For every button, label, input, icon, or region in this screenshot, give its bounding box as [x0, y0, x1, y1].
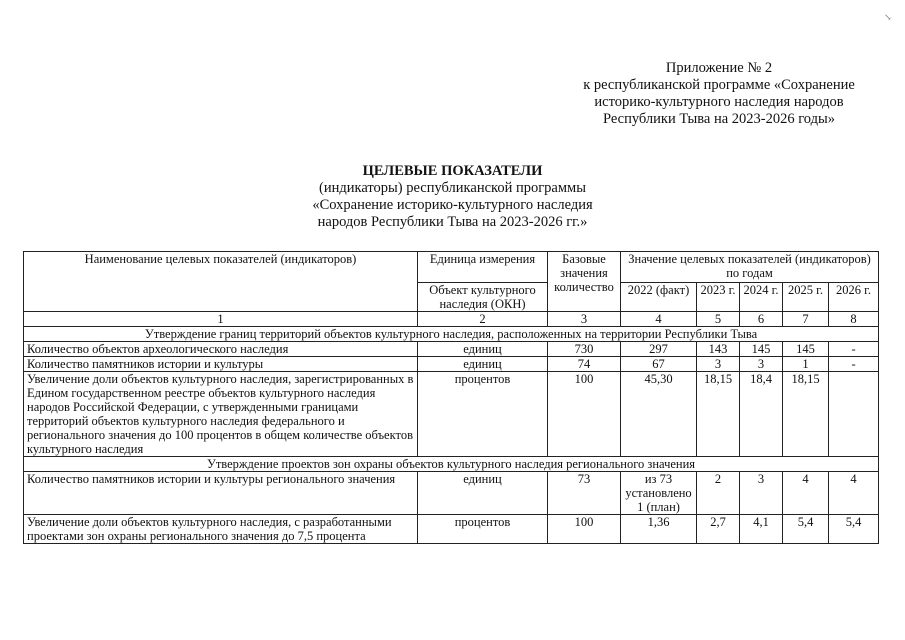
section-row: [24, 327, 879, 342]
unit-cell: процентов: [418, 515, 548, 544]
base-cell: 100: [548, 515, 621, 544]
value-2023: 143: [697, 342, 740, 357]
document-subtitle-line: (индикаторы) республиканской программы: [319, 180, 586, 196]
value-2024: 3: [740, 472, 783, 515]
unit-cell: единиц: [418, 357, 548, 372]
table-row: [24, 372, 879, 457]
value-2026: [829, 372, 879, 457]
base-cell: 74: [548, 357, 621, 372]
indicator-name: Увеличение доли объектов культурного наследия, зарегистрированных в Едином государственном реестре объектов культурного наследия народов Российской Федерации, с утвержденными границами территорий объектов культурного наследия федерального и регионального значения до 100 процентов в общем количестве объектов культурного наследия: [24, 372, 418, 457]
value-2025: 4: [783, 472, 829, 515]
table-row: [24, 515, 879, 544]
appendix-line: историко-культурного наследия народов: [594, 94, 844, 110]
value-2023: 3: [697, 357, 740, 372]
header-base-label: Базовые значения: [560, 252, 608, 280]
value-2023: 18,15: [697, 372, 740, 457]
header-base-sub: количество: [554, 280, 614, 294]
value-2026: -: [829, 357, 879, 372]
value-2022: 45,30: [621, 372, 697, 457]
value-2026: 5,4: [829, 515, 879, 544]
appendix-line: Республики Тыва на 2023-2026 годы»: [602, 111, 836, 127]
value-2025: 5,4: [783, 515, 829, 544]
indicator-name: Увеличение доли объектов культурного наследия, с разработанными проектами зон охраны регионального значения до 7,5 процента: [24, 515, 418, 544]
column-index: 5: [697, 312, 740, 327]
document-subtitle-line: «Сохранение историко-культурного наследия: [312, 197, 593, 213]
indicator-name: Количество памятников истории и культуры: [24, 357, 418, 372]
value-2022: 297: [621, 342, 697, 357]
header-unit-sub: Объект культурного наследия (ОКН): [418, 283, 548, 312]
unit-cell: единиц: [418, 472, 548, 515]
indicator-name: Количество памятников истории и культуры регионального значения: [24, 472, 418, 515]
unit-cell: единиц: [418, 342, 548, 357]
table-row: [24, 472, 879, 515]
column-index-row: [24, 312, 879, 327]
value-2025: 18,15: [783, 372, 829, 457]
value-2022: из 73 установлено 1 (план): [621, 472, 697, 515]
header-year: 2026 г.: [829, 283, 879, 312]
base-cell: 73: [548, 472, 621, 515]
base-cell: 100: [548, 372, 621, 457]
section-title: Утверждение границ территорий объектов культурного наследия, расположенных на территории Республики Тыва: [24, 327, 879, 342]
value-2025: 1: [783, 357, 829, 372]
base-cell: 730: [548, 342, 621, 357]
value-2026: 4: [829, 472, 879, 515]
value-2024: 3: [740, 357, 783, 372]
value-2024: 145: [740, 342, 783, 357]
header-year: 2024 г.: [740, 283, 783, 312]
header-values: Значение целевых показателей (индикаторов) по годам: [621, 252, 879, 283]
value-2023: 2: [697, 472, 740, 515]
column-index: 3: [548, 312, 621, 327]
unit-cell: процентов: [418, 372, 548, 457]
document-title: ЦЕЛЕВЫЕ ПОКАЗАТЕЛИ: [362, 163, 543, 179]
value-2026: -: [829, 342, 879, 357]
table-row: [24, 342, 879, 357]
document-title-block: [0, 163, 905, 231]
section-row: [24, 457, 879, 472]
value-2025: 145: [783, 342, 829, 357]
header-year: 2022 (факт): [621, 283, 697, 312]
column-index: 2: [418, 312, 548, 327]
column-index: 7: [783, 312, 829, 327]
header-year: 2023 г.: [697, 283, 740, 312]
header-base: [548, 252, 621, 312]
header-year: 2025 г.: [783, 283, 829, 312]
value-2024: 4,1: [740, 515, 783, 544]
table-header-row: [24, 252, 879, 283]
corner-mark: ↘: [884, 12, 892, 22]
appendix-line: Приложение № 2: [665, 60, 773, 76]
value-2024: 18,4: [740, 372, 783, 457]
indicator-name: Количество объектов археологического наследия: [24, 342, 418, 357]
header-unit: Единица измерения: [418, 252, 548, 283]
section-title: Утверждение проектов зон охраны объектов культурного наследия регионального значения: [24, 457, 879, 472]
column-index: 4: [621, 312, 697, 327]
value-2022: 67: [621, 357, 697, 372]
appendix-line: к республиканской программе «Сохранение: [583, 77, 855, 93]
appendix-header: [540, 60, 898, 128]
value-2023: 2,7: [697, 515, 740, 544]
column-index: 1: [24, 312, 418, 327]
document-subtitle-line: народов Республики Тыва на 2023-2026 гг.»: [317, 214, 588, 230]
table-row: [24, 357, 879, 372]
column-index: 6: [740, 312, 783, 327]
value-2022: 1,36: [621, 515, 697, 544]
column-index: 8: [829, 312, 879, 327]
header-name: Наименование целевых показателей (индикаторов): [24, 252, 418, 312]
indicators-table: [23, 251, 879, 544]
